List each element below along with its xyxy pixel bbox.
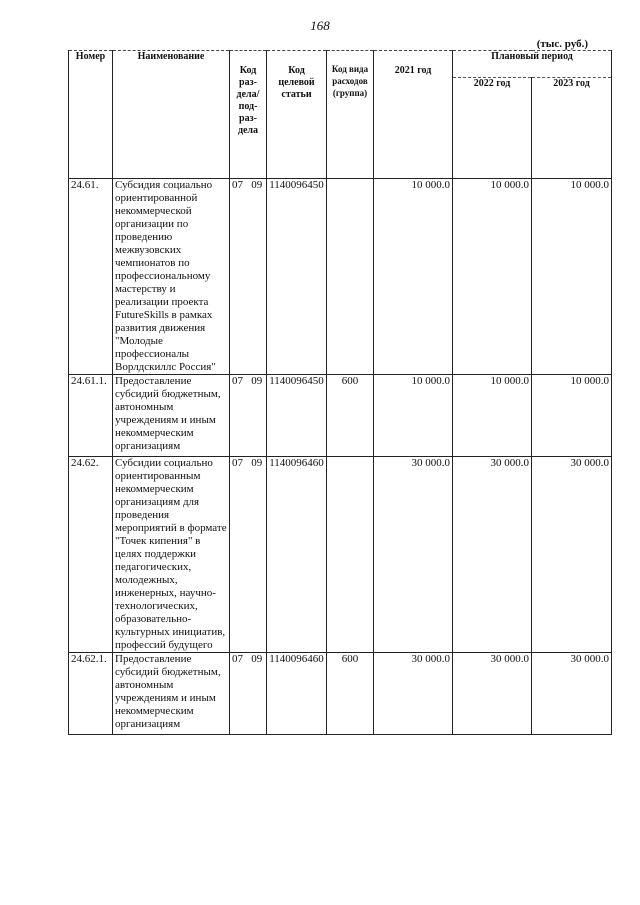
row-value-2022: 10 000.0 xyxy=(453,375,532,457)
header-year-2021: 2021 год xyxy=(374,51,453,179)
row-section: 07 xyxy=(232,653,243,665)
row-section-code xyxy=(230,179,267,375)
row-section: 07 xyxy=(232,375,243,387)
row-name: Субсидии социально ориентированным некоммерческим организациям для проведения мероприятий в формате "Точек кипения" в целях поддержки педагогических, молодежных, инженерных, научно-технологических, образовательно-культурных инициатив, профессий будущего xyxy=(113,457,230,653)
row-number: 24.62.1. xyxy=(69,653,113,735)
row-target-code: 1140096450 xyxy=(267,375,327,457)
row-section-code xyxy=(230,375,267,457)
row-value-2023: 10 000.0 xyxy=(532,375,612,457)
row-expense-type: 600 xyxy=(327,653,374,735)
row-number: 24.61. xyxy=(69,179,113,375)
row-section-code xyxy=(230,457,267,653)
row-value-2023: 30 000.0 xyxy=(532,653,612,735)
table-header xyxy=(69,51,612,179)
row-subsection: 09 xyxy=(251,653,263,665)
budget-table xyxy=(68,50,612,735)
row-target-code: 1140096460 xyxy=(267,457,327,653)
row-name: Предоставление субсидий бюджетным, автономным учреждениям и иным некоммерческим организациям xyxy=(113,653,230,735)
row-target-code: 1140096460 xyxy=(267,653,327,735)
table-row xyxy=(69,375,612,457)
header-expense-type-code: Код вида расходов (группа) xyxy=(327,51,374,179)
table-row xyxy=(69,179,612,375)
units-label: (тыс. руб.) xyxy=(536,38,588,50)
row-target-code: 1140096450 xyxy=(267,179,327,375)
row-expense-type: 600 xyxy=(327,375,374,457)
row-section-code xyxy=(230,653,267,735)
row-subsection: 09 xyxy=(251,375,263,387)
row-value-2021: 10 000.0 xyxy=(374,375,453,457)
row-value-2023: 30 000.0 xyxy=(532,457,612,653)
header-name: Наименование xyxy=(113,51,230,179)
row-section: 07 xyxy=(232,179,243,191)
row-expense-type xyxy=(327,457,374,653)
table-row xyxy=(69,653,612,735)
header-section-code: Код раз-дела/ под-раз-дела xyxy=(230,51,267,179)
row-value-2021: 30 000.0 xyxy=(374,653,453,735)
row-value-2021: 10 000.0 xyxy=(374,179,453,375)
row-subsection: 09 xyxy=(251,457,263,469)
row-name: Предоставление субсидий бюджетным, автономным учреждениям и иным некоммерческим организациям xyxy=(113,375,230,457)
page-number: 168 xyxy=(310,18,330,33)
row-value-2021: 30 000.0 xyxy=(374,457,453,653)
row-value-2022: 10 000.0 xyxy=(453,179,532,375)
row-name: Субсидия социально ориентированной некоммерческой организации по проведению межвузовских чемпионатов по профессиональному мастерству и реализации проекта FutureSkills в рамках развития движения "Молодые профессионалы Ворлдскиллс Россия" xyxy=(113,179,230,375)
row-number: 24.61.1. xyxy=(69,375,113,457)
header-planning-period: Плановый период xyxy=(453,51,612,78)
header-number: Номер xyxy=(69,51,113,179)
header-year-2022: 2022 год xyxy=(453,77,532,178)
row-value-2023: 10 000.0 xyxy=(532,179,612,375)
row-number: 24.62. xyxy=(69,457,113,653)
row-value-2022: 30 000.0 xyxy=(453,653,532,735)
row-expense-type xyxy=(327,179,374,375)
row-section: 07 xyxy=(232,457,243,469)
header-year-2023: 2023 год xyxy=(532,77,612,178)
row-subsection: 09 xyxy=(251,179,263,191)
table-row xyxy=(69,457,612,653)
row-value-2022: 30 000.0 xyxy=(453,457,532,653)
header-target-code: Код целевой статьи xyxy=(267,51,327,179)
